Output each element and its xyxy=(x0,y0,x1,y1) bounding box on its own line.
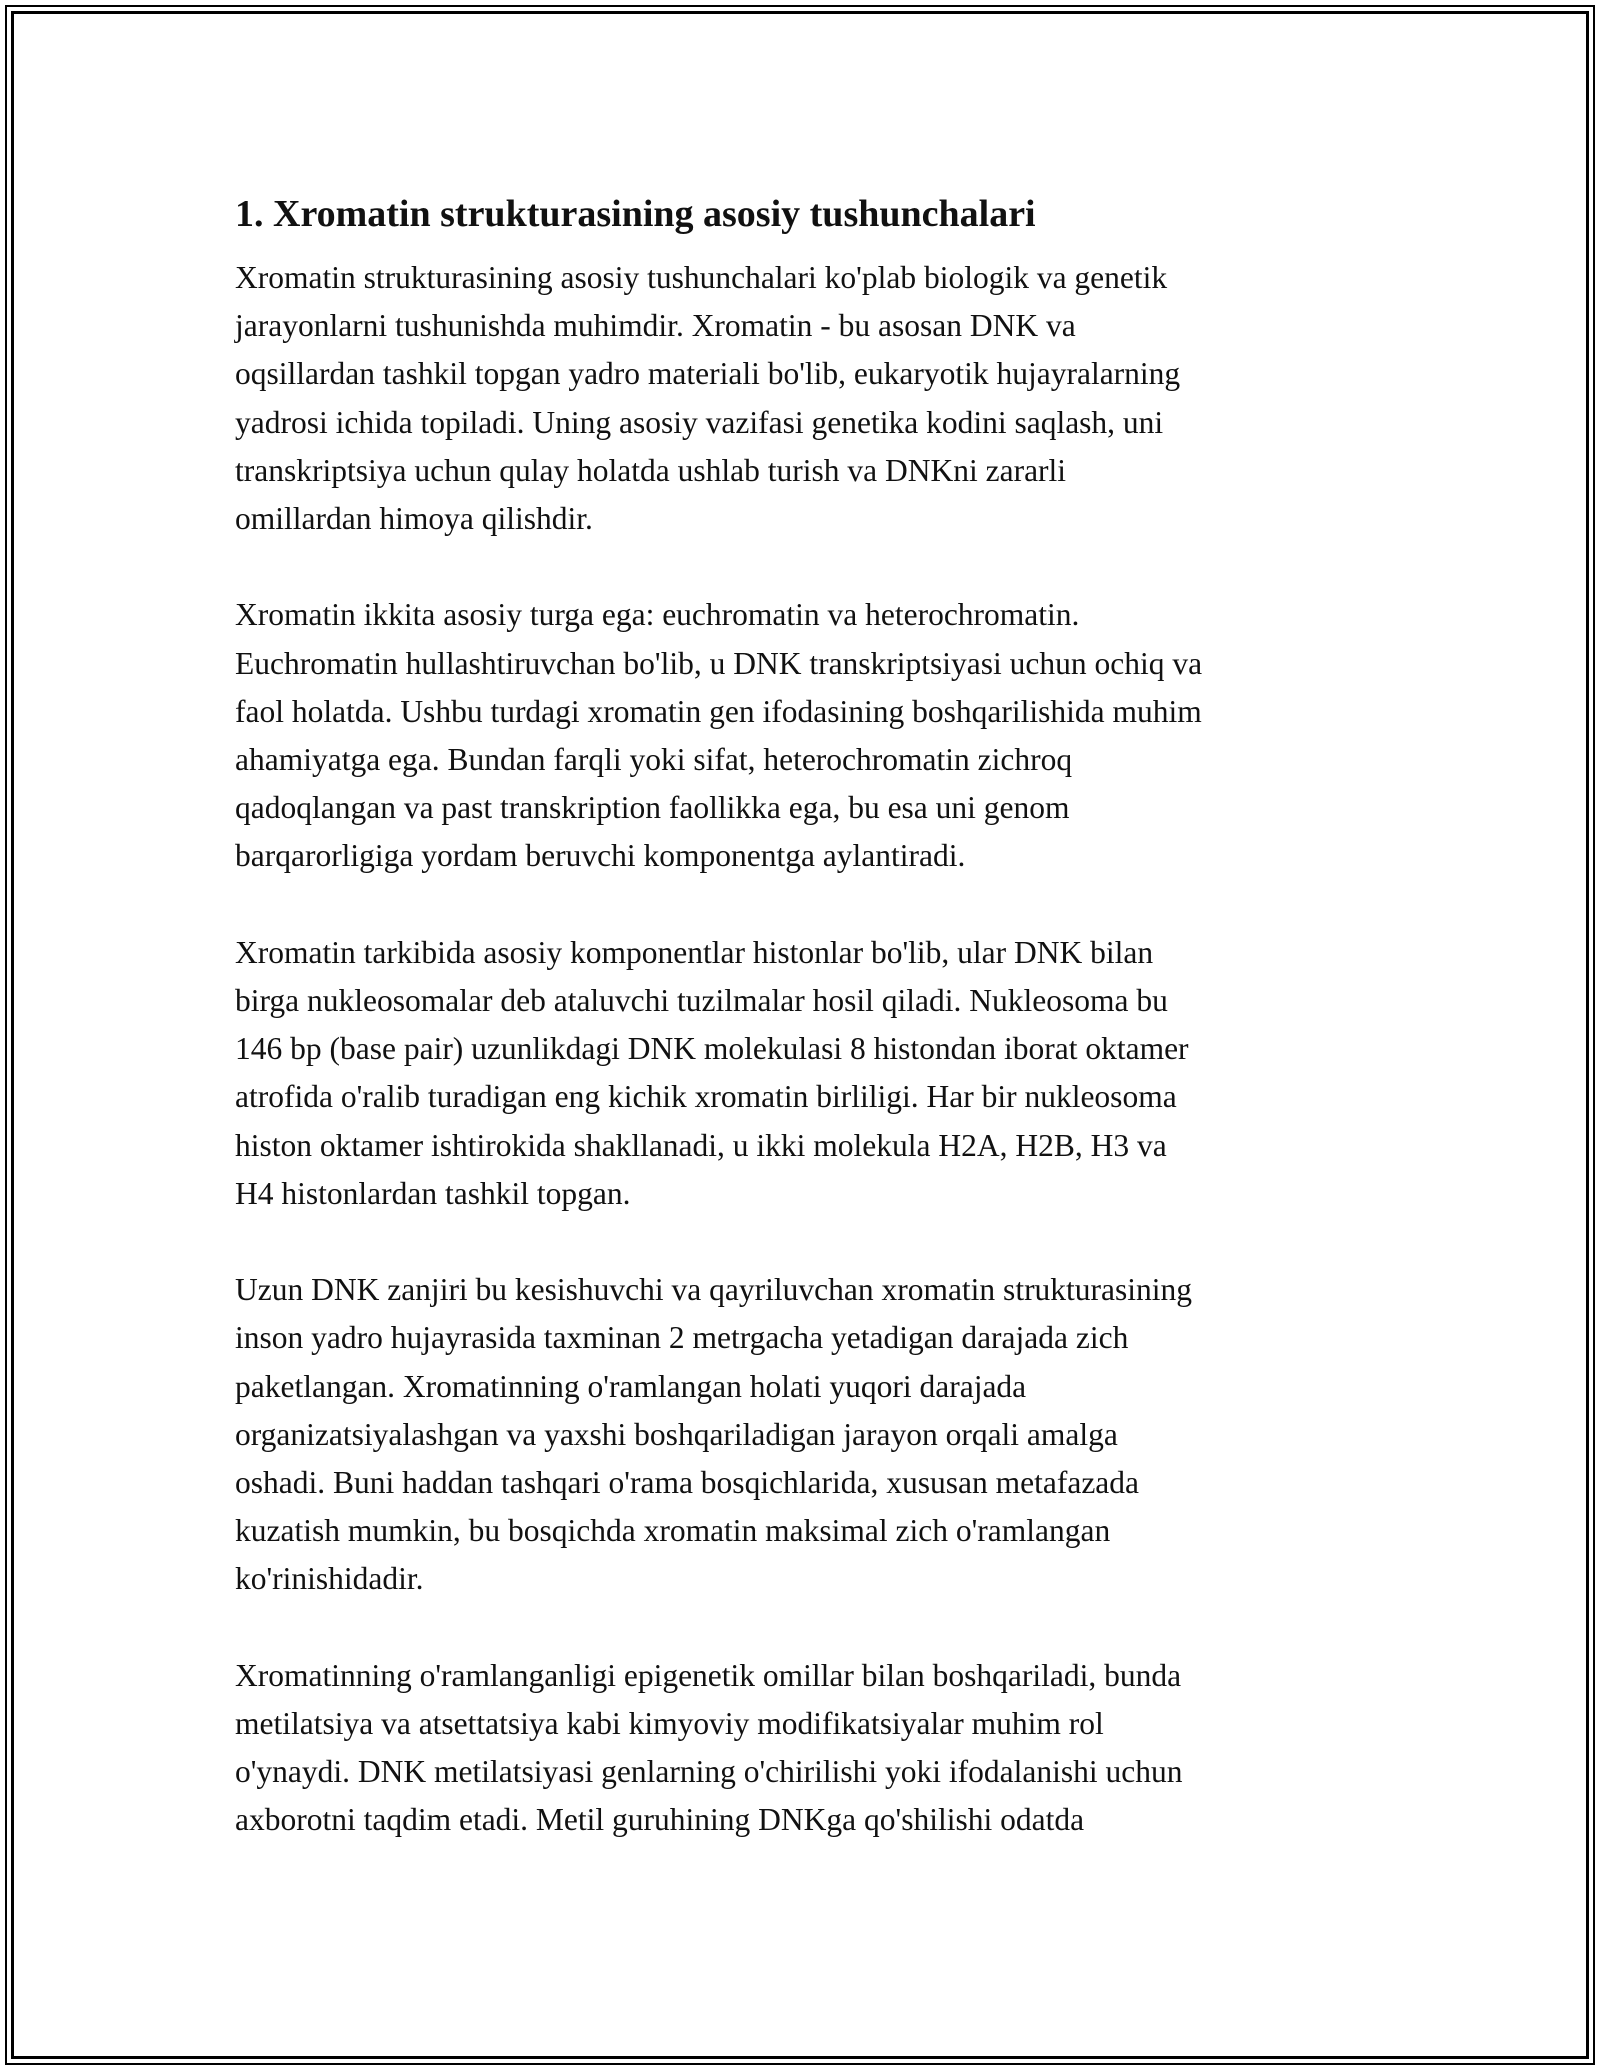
paragraph-line: faol holatda. Ushbu turdagi xromatin gen ifodasining boshqarilishida muhim xyxy=(235,693,1202,729)
section-heading: 1. Xromatin strukturasining asosiy tushunchalari xyxy=(235,193,1036,235)
paragraph-line: axborotni taqdim etadi. Metil guruhining DNKga qo'shilishi odatda xyxy=(235,1802,1085,1838)
paragraph-line: o'ynaydi. DNK metilatsiyasi genlarning o'chirilishi yoki ifodalanishi uchun xyxy=(235,1754,1183,1790)
paragraph-line: inson yadro hujayrasida taxminan 2 metrgacha yetadigan darajada zich xyxy=(235,1320,1129,1356)
paragraph-line: omillardan himoya qilishdir. xyxy=(235,501,593,537)
paragraph-line: metilatsiya va atsettatsiya kabi kimyoviy modifikatsiyalar muhim rol xyxy=(235,1706,1104,1742)
paragraph-line: ahamiyatga ega. Bundan farqli yoki sifat, heterochromatin zichroq xyxy=(235,742,1073,778)
paragraph-line: barqarorligiga yordam beruvchi komponentga aylantiradi. xyxy=(235,838,966,874)
paragraph-line: qadoqlangan va past transkription faollikka ega, bu esa uni genom xyxy=(235,790,1070,826)
paragraph-line: atrofida o'ralib turadigan eng kichik xromatin birliligi. Har bir nukleosoma xyxy=(235,1079,1177,1115)
paragraph-line: oqsillardan tashkil topgan yadro materiali bo'lib, eukaryotik hujayralarning xyxy=(235,356,1181,392)
paragraph xyxy=(235,254,1375,543)
paragraph-line: Uzun DNK zanjiri bu kesishuvchi va qayriluvchan xromatin strukturasining xyxy=(235,1272,1193,1308)
paragraph xyxy=(235,591,1375,880)
paragraph-line: Xromatin ikkita asosiy turga ega: euchromatin va heterochromatin. xyxy=(235,597,1080,633)
paragraph-line: paketlangan. Xromatinning o'ramlangan holati yuqori darajada xyxy=(235,1368,1027,1404)
paragraph-line: Xromatinning o'ramlanganligi epigenetik omillar bilan boshqariladi, bunda xyxy=(235,1657,1182,1693)
paragraph-line: kuzatish mumkin, bu bosqichda xromatin maksimal zich o'ramlangan xyxy=(235,1513,1111,1549)
paragraph-line: Euchromatin hullashtiruvchan bo'lib, u DNK transkriptsiyasi uchun ochiq va xyxy=(235,645,1203,681)
paragraph-line: oshadi. Buni haddan tashqari o'rama bosqichlarida, xususan metafazada xyxy=(235,1465,1140,1501)
paragraph-line: birga nukleosomalar deb ataluvchi tuzilmalar hosil qiladi. Nukleosoma bu xyxy=(235,983,1168,1019)
paragraph-line: jarayonlarni tushunishda muhimdir. Xromatin - bu asosan DNK va xyxy=(235,308,1076,344)
paragraph xyxy=(235,929,1375,1218)
paragraph-line: Xromatin strukturasining asosiy tushunchalari ko'plab biologik va genetik xyxy=(235,260,1168,295)
paragraph-line: transkriptsiya uchun qulay holatda ushlab turish va DNKni zararli xyxy=(235,452,1067,488)
paragraph-line: ko'rinishidadir. xyxy=(235,1561,424,1597)
paragraph-line: 146 bp (base pair) uzunlikdagi DNK molekulasi 8 histondan iborat oktamer xyxy=(235,1031,1189,1067)
document-body xyxy=(235,182,1375,1845)
paragraphs-container xyxy=(235,254,1375,1845)
paragraph-line: yadrosi ichida topiladi. Uning asosiy vazifasi genetika kodini saqlash, uni xyxy=(235,404,1164,440)
paragraph-line: Xromatin tarkibida asosiy komponentlar histonlar bo'lib, ular DNK bilan xyxy=(235,934,1154,970)
paragraph-line: organizatsiyalashgan va yaxshi boshqariladigan jarayon orqali amalga xyxy=(235,1416,1118,1452)
paragraph xyxy=(235,1266,1375,1603)
paragraph-line: H4 histonlardan tashkil topgan. xyxy=(235,1175,631,1211)
paragraph-line: histon oktamer ishtirokida shakllanadi, u ikki molekula H2A, H2B, H3 va xyxy=(235,1127,1167,1163)
paragraph xyxy=(235,1652,1375,1845)
